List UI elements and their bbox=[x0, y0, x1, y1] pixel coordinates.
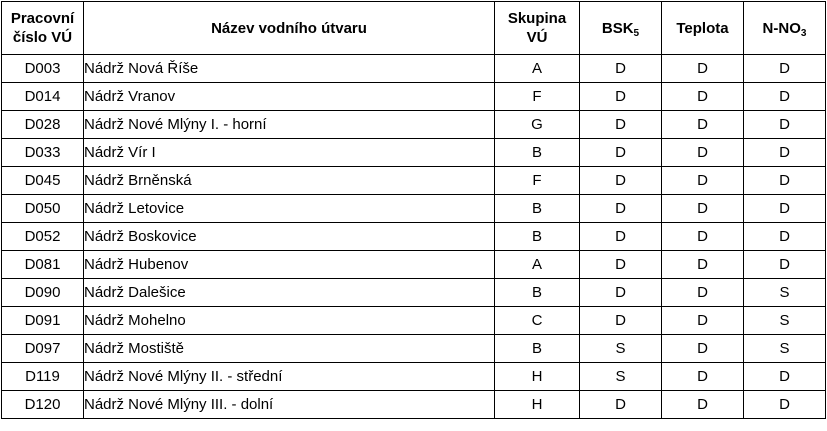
cell-bsk5: D bbox=[580, 83, 662, 111]
table-header bbox=[2, 2, 826, 55]
header-working-number-line2: číslo VÚ bbox=[12, 29, 73, 46]
cell-group: C bbox=[495, 307, 580, 335]
cell-water-body-name: Nádrž Mostiště bbox=[84, 335, 495, 363]
table-row bbox=[2, 223, 826, 251]
cell-temperature: D bbox=[662, 307, 744, 335]
cell-working-number: D050 bbox=[2, 195, 84, 223]
cell-water-body-name: Nádrž Nové Mlýny III. - dolní bbox=[84, 391, 495, 419]
cell-group: B bbox=[495, 335, 580, 363]
cell-n-no3: S bbox=[744, 307, 826, 335]
header-n-no3 bbox=[744, 2, 826, 55]
header-bsk5-subscript: 5 bbox=[633, 27, 640, 39]
cell-temperature: D bbox=[662, 195, 744, 223]
cell-water-body-name: Nádrž Boskovice bbox=[84, 223, 495, 251]
cell-n-no3: D bbox=[744, 139, 826, 167]
cell-bsk5: D bbox=[580, 307, 662, 335]
cell-temperature: D bbox=[662, 223, 744, 251]
cell-working-number: D003 bbox=[2, 55, 84, 83]
header-group-line1: Skupina bbox=[507, 10, 567, 27]
cell-group: B bbox=[495, 279, 580, 307]
cell-working-number: D052 bbox=[2, 223, 84, 251]
header-n-no3-subscript: 3 bbox=[800, 27, 807, 39]
cell-bsk5: D bbox=[580, 195, 662, 223]
cell-n-no3: D bbox=[744, 111, 826, 139]
cell-n-no3: D bbox=[744, 251, 826, 279]
table-row bbox=[2, 307, 826, 335]
cell-bsk5: D bbox=[580, 223, 662, 251]
cell-working-number: D014 bbox=[2, 83, 84, 111]
table-row bbox=[2, 111, 826, 139]
table-row bbox=[2, 83, 826, 111]
cell-n-no3: D bbox=[744, 223, 826, 251]
cell-temperature: D bbox=[662, 335, 744, 363]
table-row bbox=[2, 335, 826, 363]
cell-n-no3: S bbox=[744, 335, 826, 363]
header-n-no3-main: N-NO bbox=[762, 19, 801, 37]
cell-temperature: D bbox=[662, 279, 744, 307]
header-water-body-name-text: Název vodního útvaru bbox=[211, 19, 367, 37]
cell-working-number: D081 bbox=[2, 251, 84, 279]
header-bsk5 bbox=[580, 2, 662, 55]
cell-working-number: D119 bbox=[2, 363, 84, 391]
cell-group: G bbox=[495, 111, 580, 139]
cell-working-number: D028 bbox=[2, 111, 84, 139]
cell-group: F bbox=[495, 167, 580, 195]
cell-group: A bbox=[495, 55, 580, 83]
table-row bbox=[2, 279, 826, 307]
header-temperature-text: Teplota bbox=[676, 19, 729, 37]
cell-bsk5: D bbox=[580, 391, 662, 419]
cell-temperature: D bbox=[662, 167, 744, 195]
table-body bbox=[2, 55, 826, 419]
cell-bsk5: D bbox=[580, 167, 662, 195]
table-row bbox=[2, 363, 826, 391]
cell-bsk5: D bbox=[580, 55, 662, 83]
header-group bbox=[495, 2, 580, 55]
cell-group: B bbox=[495, 139, 580, 167]
cell-working-number: D090 bbox=[2, 279, 84, 307]
cell-temperature: D bbox=[662, 251, 744, 279]
cell-bsk5: D bbox=[580, 251, 662, 279]
table-row bbox=[2, 391, 826, 419]
cell-working-number: D097 bbox=[2, 335, 84, 363]
cell-bsk5: D bbox=[580, 279, 662, 307]
water-bodies-table bbox=[1, 1, 826, 419]
cell-water-body-name: Nádrž Hubenov bbox=[84, 251, 495, 279]
cell-temperature: D bbox=[662, 111, 744, 139]
cell-n-no3: D bbox=[744, 83, 826, 111]
cell-water-body-name: Nádrž Dalešice bbox=[84, 279, 495, 307]
cell-bsk5: D bbox=[580, 139, 662, 167]
cell-group: B bbox=[495, 223, 580, 251]
table-row bbox=[2, 139, 826, 167]
cell-n-no3: D bbox=[744, 363, 826, 391]
header-row bbox=[2, 2, 826, 55]
cell-n-no3: D bbox=[744, 391, 826, 419]
header-temperature bbox=[662, 2, 744, 55]
table-row bbox=[2, 167, 826, 195]
cell-temperature: D bbox=[662, 55, 744, 83]
cell-n-no3: D bbox=[744, 167, 826, 195]
cell-group: B bbox=[495, 195, 580, 223]
cell-group: H bbox=[495, 363, 580, 391]
header-working-number-line1: Pracovní bbox=[10, 10, 75, 27]
cell-n-no3: D bbox=[744, 195, 826, 223]
cell-temperature: D bbox=[662, 363, 744, 391]
cell-bsk5: S bbox=[580, 363, 662, 391]
cell-group: A bbox=[495, 251, 580, 279]
cell-water-body-name: Nádrž Mohelno bbox=[84, 307, 495, 335]
cell-group: H bbox=[495, 391, 580, 419]
table-row bbox=[2, 195, 826, 223]
cell-bsk5: S bbox=[580, 335, 662, 363]
header-bsk5-main: BSK bbox=[601, 19, 634, 37]
table-row bbox=[2, 251, 826, 279]
header-water-body-name bbox=[84, 2, 495, 55]
cell-water-body-name: Nádrž Nové Mlýny II. - střední bbox=[84, 363, 495, 391]
header-group-line2: VÚ bbox=[526, 29, 548, 46]
cell-temperature: D bbox=[662, 83, 744, 111]
cell-temperature: D bbox=[662, 139, 744, 167]
cell-working-number: D045 bbox=[2, 167, 84, 195]
cell-water-body-name: Nádrž Letovice bbox=[84, 195, 495, 223]
cell-n-no3: D bbox=[744, 55, 826, 83]
cell-water-body-name: Nádrž Vranov bbox=[84, 83, 495, 111]
table-row bbox=[2, 55, 826, 83]
cell-water-body-name: Nádrž Brněnská bbox=[84, 167, 495, 195]
header-working-number bbox=[2, 2, 84, 55]
cell-working-number: D120 bbox=[2, 391, 84, 419]
cell-temperature: D bbox=[662, 391, 744, 419]
cell-water-body-name: Nádrž Nové Mlýny I. - horní bbox=[84, 111, 495, 139]
cell-group: F bbox=[495, 83, 580, 111]
cell-n-no3: S bbox=[744, 279, 826, 307]
cell-working-number: D033 bbox=[2, 139, 84, 167]
cell-water-body-name: Nádrž Vír I bbox=[84, 139, 495, 167]
cell-bsk5: D bbox=[580, 111, 662, 139]
cell-water-body-name: Nádrž Nová Říše bbox=[84, 55, 495, 83]
cell-working-number: D091 bbox=[2, 307, 84, 335]
